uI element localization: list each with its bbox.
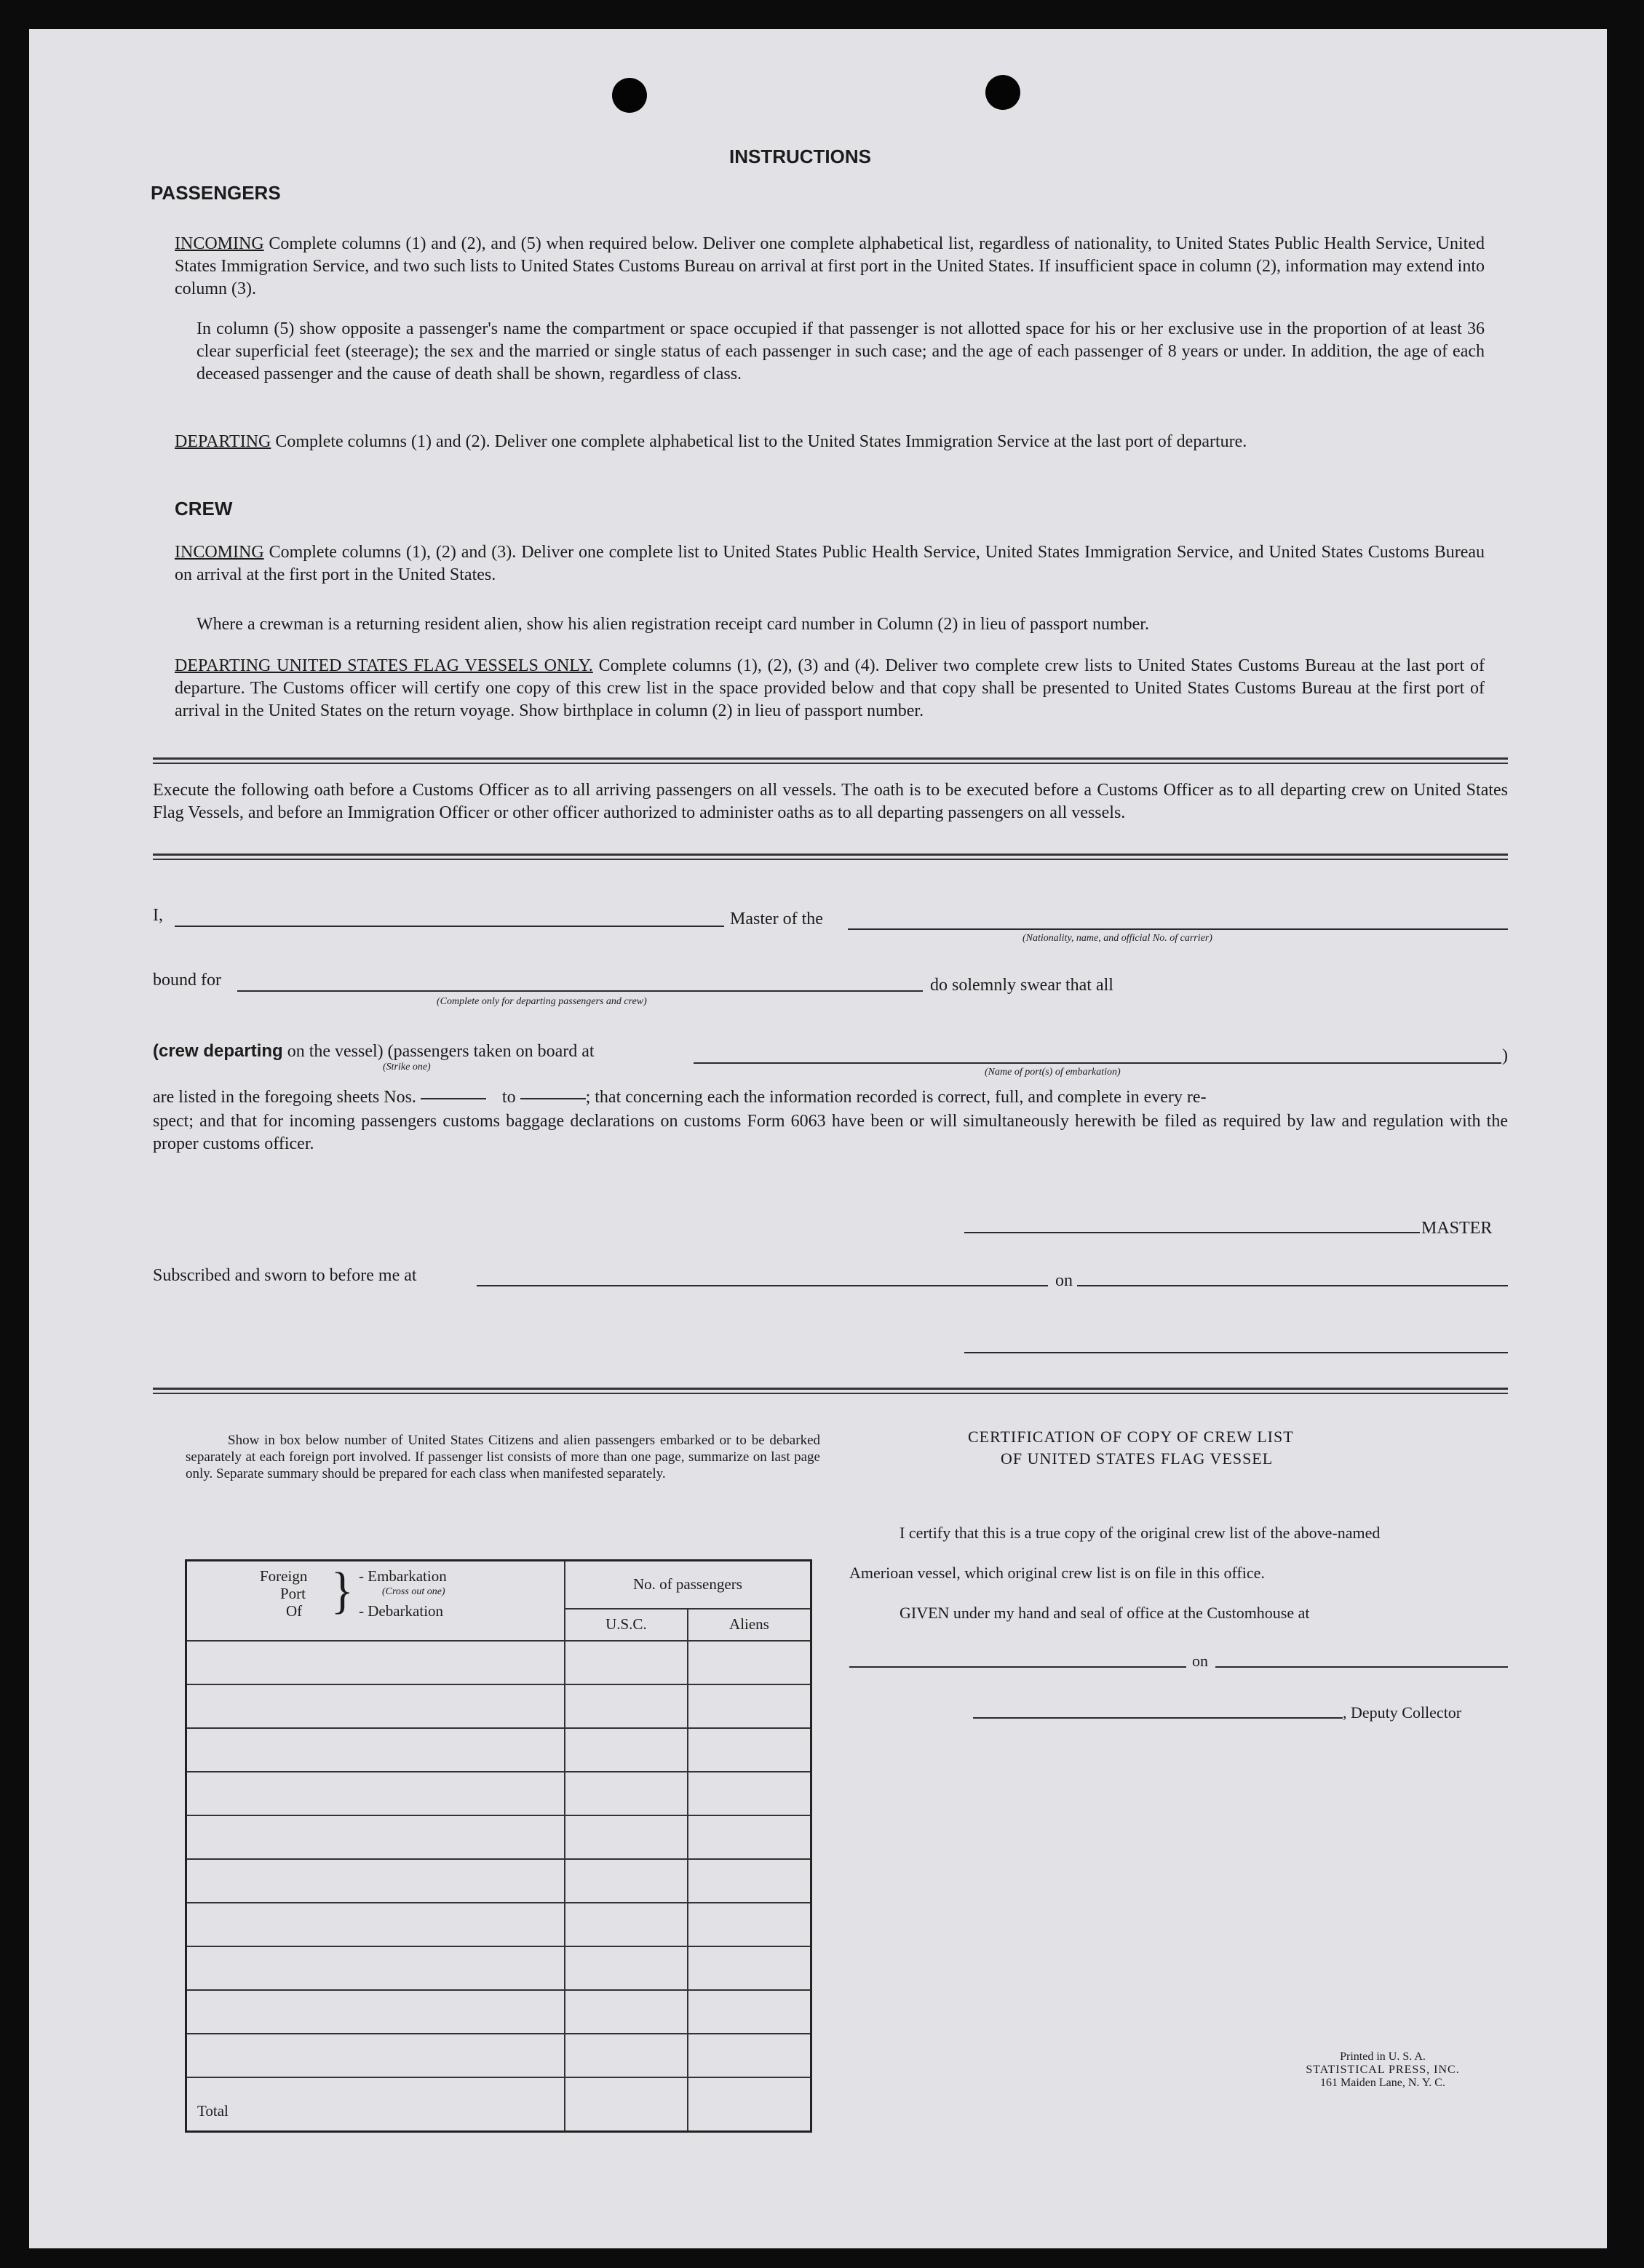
form-sheet [29,29,1607,2248]
table-row [186,1815,811,1859]
column5-instruction: In column (5) show opposite a passenger's name the compartment or space occupied if that passenger is not allotted space for his or her exclusive use in the proportion of at least 36 clear superficial feet (steerage); the sex and the married or single status of each passenger in such case; and the age of each passenger of 8 years or under. In addition, the age of each deceased passenger and the cause of death shall be shown, regardless of class. [196,319,1485,383]
summary-header-row [186,1561,811,1609]
oath-i-label: I, [153,906,163,925]
embarkation-port-field[interactable] [694,1062,1501,1064]
passengers-incoming-text: Complete columns (1) and (2), and (5) when required below. Deliver one complete alphabetical list, regardless of nationality, to United States Public Health Service, United States Immigration Service, and two such lists to United States Customs Bureau on arrival at first port in the United States. If insufficient space in column (2), information may extend into column (3). [175,234,1485,298]
cross-out-caption: (Cross out one) [382,1586,445,1597]
port-caption: (Name of port(s) of embarkation) [985,1067,1121,1078]
usc-cell[interactable] [565,1815,688,1859]
sworn-date-field[interactable] [1077,1285,1508,1286]
printer-line-1: Printed in U. S. A. [1340,2050,1426,2063]
total-usc-cell[interactable] [565,2077,688,2132]
total-aliens-cell[interactable] [688,2077,811,2132]
divider-1 [153,757,1508,764]
usc-cell[interactable] [565,1728,688,1772]
sworn-on-label: on [1055,1271,1073,1290]
listed-text-1: are listed in the foregoing sheets Nos. [153,1088,416,1107]
foreign-label: Foreign [260,1567,308,1585]
officer-signature-field[interactable] [964,1352,1508,1353]
printer-line-2: STATISTICAL PRESS, INC. [1306,2064,1460,2076]
sheet-from-field[interactable] [421,1098,486,1099]
to-label: to [501,1088,516,1107]
certification-on-label: on [1192,1652,1208,1670]
crew-incoming-instruction [175,541,1485,586]
summary-instruction: Show in box below number of United States Citizens and alien passengers embarked or to be debarked separately at each foreign port involved. If passenger list consists of more than one page, summarize on last page only. Separate summary should be prepared for each class when manifested separately. [186,1433,820,1481]
certification-title-2: OF UNITED STATES FLAG VESSEL [1001,1449,1274,1468]
aliens-cell[interactable] [688,1641,811,1684]
aliens-cell[interactable] [688,1990,811,2034]
port-cell[interactable] [186,1990,565,2034]
table-row [186,1641,811,1684]
usc-cell[interactable] [565,1641,688,1684]
aliens-cell[interactable] [688,1903,811,1946]
crew-heading: CREW [175,498,233,520]
deputy-collector-signature-field[interactable] [973,1717,1343,1719]
aliens-header: Aliens [688,1609,811,1641]
swear-text: do solemnly swear that all [930,976,1113,995]
sheet-to-field[interactable] [520,1098,586,1099]
passengers-incoming-label: INCOMING [175,234,264,253]
usc-cell[interactable] [565,1684,688,1728]
table-row [186,1903,811,1946]
printer-line-3: 161 Maiden Lane, N. Y. C. [1320,2077,1445,2089]
passengers-heading: PASSENGERS [151,182,281,204]
master-name-field[interactable] [175,926,724,927]
divider-2 [153,854,1508,860]
bound-for-field[interactable] [237,990,923,992]
usc-header: U.S.C. [565,1609,688,1641]
crew-incoming-label: INCOMING [175,543,264,562]
usc-cell[interactable] [565,1859,688,1903]
usc-cell[interactable] [565,1990,688,2034]
no-of-passengers-header: No. of passengers [565,1561,811,1609]
sheets-line [153,1088,1207,1107]
port-cell[interactable] [186,1946,565,1990]
listed-text-3: spect; and that for incoming passengers customs baggage declarations on customs Form 6063 have been or will simultaneously herewith be filed as required by law and regulation with the proper customs officer. [153,1112,1508,1153]
master-of-the-label: Master of the [730,910,823,928]
passenger-summary-table [185,1559,812,2133]
listed-text-2: ; that concerning each the information recorded is correct, full, and complete in every re- [585,1088,1207,1107]
given-text: GIVEN under my hand and seal of office at the Customhouse at [900,1604,1310,1622]
table-row [186,2034,811,2077]
on-the-vessel-text: on the vessel) [287,1042,384,1061]
crew-departing-text: Complete columns (1), (2), (3) and (4). Deliver two complete crew lists to United States Customs Bureau at the last port of departure. The Customs officer will certify one copy of this crew list in the space provided below and that copy shall be presented to United States Customs Bureau at the first port of arrival in the United States on the return voyage. Show birthplace in column (2) in lieu of passport number. [175,656,1485,720]
of-label: Of [286,1602,303,1620]
table-row [186,1728,811,1772]
port-cell[interactable] [186,1772,565,1815]
crew-departing-option[interactable]: (crew departing [153,1041,283,1061]
aliens-cell[interactable] [688,2034,811,2077]
total-label: Total [186,2077,565,2132]
certify-text-2: Amerioan vessel, which original crew list is on file in this office. [849,1564,1265,1582]
port-cell[interactable] [186,1728,565,1772]
departing-only-caption: (Complete only for departing passengers and crew) [437,996,647,1007]
table-row [186,1859,811,1903]
crew-incoming-text: Complete columns (1), (2) and (3). Deliver one complete list to United States Public Health Service, United States Immigration Service, and United States Customs Bureau on arrival at the first port in the United States. [175,543,1485,584]
port-cell[interactable] [186,1859,565,1903]
certification-date-field[interactable] [1215,1666,1508,1668]
port-cell[interactable] [186,2034,565,2077]
table-row [186,1990,811,2034]
table-row [186,1684,811,1728]
passengers-departing-label: DEPARTING [175,432,271,451]
port-cell[interactable] [186,1903,565,1946]
total-row [186,2077,811,2132]
passengers-incoming-instruction [175,233,1485,301]
divider-3 [153,1388,1508,1394]
aliens-cell[interactable] [688,1684,811,1728]
aliens-cell[interactable] [688,1772,811,1815]
carrier-field[interactable] [848,928,1508,930]
port-header-cell [186,1561,565,1642]
oath-instruction: Execute the following oath before a Customs Officer as to all arriving passengers on all vessels. The oath is to be executed before a Customs Officer as to all departing crew on United States Flag Vessels, and before an Immigration Officer or other officer authorized to administer oaths as to all departing passengers on all vessels. [153,781,1508,822]
brace-icon: } [331,1561,354,1619]
punch-hole-left [612,78,647,113]
aliens-cell[interactable] [688,1859,811,1903]
subscribed-label: Subscribed and sworn to before me at [153,1266,417,1285]
certification-title-1: CERTIFICATION OF COPY OF CREW LIST [968,1428,1294,1446]
usc-cell[interactable] [565,1772,688,1815]
usc-cell[interactable] [565,1903,688,1946]
table-row [186,1946,811,1990]
carrier-caption: (Nationality, name, and official No. of carrier) [1022,933,1212,944]
printer-imprint [1266,2050,1499,2090]
crew-departing-instruction [175,655,1485,723]
passengers-departing-instruction [175,431,1485,453]
port-cell[interactable] [186,1641,565,1684]
debarkation-option[interactable]: - Debarkation [359,1602,444,1620]
punch-hole-right [985,75,1020,110]
sworn-place-field[interactable] [477,1285,1048,1286]
strike-one-caption: (Strike one) [383,1062,431,1073]
port-cell[interactable] [186,1684,565,1728]
master-signature-field[interactable] [964,1232,1420,1233]
port-cell[interactable] [186,1815,565,1859]
strike-option-line [153,1041,595,1062]
deputy-collector-label: , Deputy Collector [1343,1703,1462,1722]
aliens-cell[interactable] [688,1815,811,1859]
bound-for-label: bound for [153,971,221,990]
close-paren: ) [1502,1046,1508,1065]
certify-text-1: I certify that this is a true copy of the original crew list of the above-named [900,1524,1381,1542]
passengers-departing-text: Complete columns (1) and (2). Deliver one complete alphabetical list to the United States Immigration Service at the last port of departure. [275,432,1247,451]
port-label: Port [280,1585,306,1602]
page-title: INSTRUCTIONS [729,146,871,167]
usc-cell[interactable] [565,1946,688,1990]
passengers-taken-text[interactable]: (passengers taken on board at [387,1042,595,1061]
crew-departing-label: DEPARTING UNITED STATES FLAG VESSELS ONLY. [175,656,593,675]
aliens-cell[interactable] [688,1946,811,1990]
table-row [186,1772,811,1815]
master-label: MASTER [1421,1219,1493,1238]
aliens-cell[interactable] [688,1728,811,1772]
usc-cell[interactable] [565,2034,688,2077]
embarkation-option[interactable]: - Embarkation [359,1567,447,1585]
customhouse-field[interactable] [849,1666,1186,1668]
resident-alien-instruction: Where a crewman is a returning resident alien, show his alien registration receipt card number in Column (2) in lieu of passport number. [196,615,1149,634]
